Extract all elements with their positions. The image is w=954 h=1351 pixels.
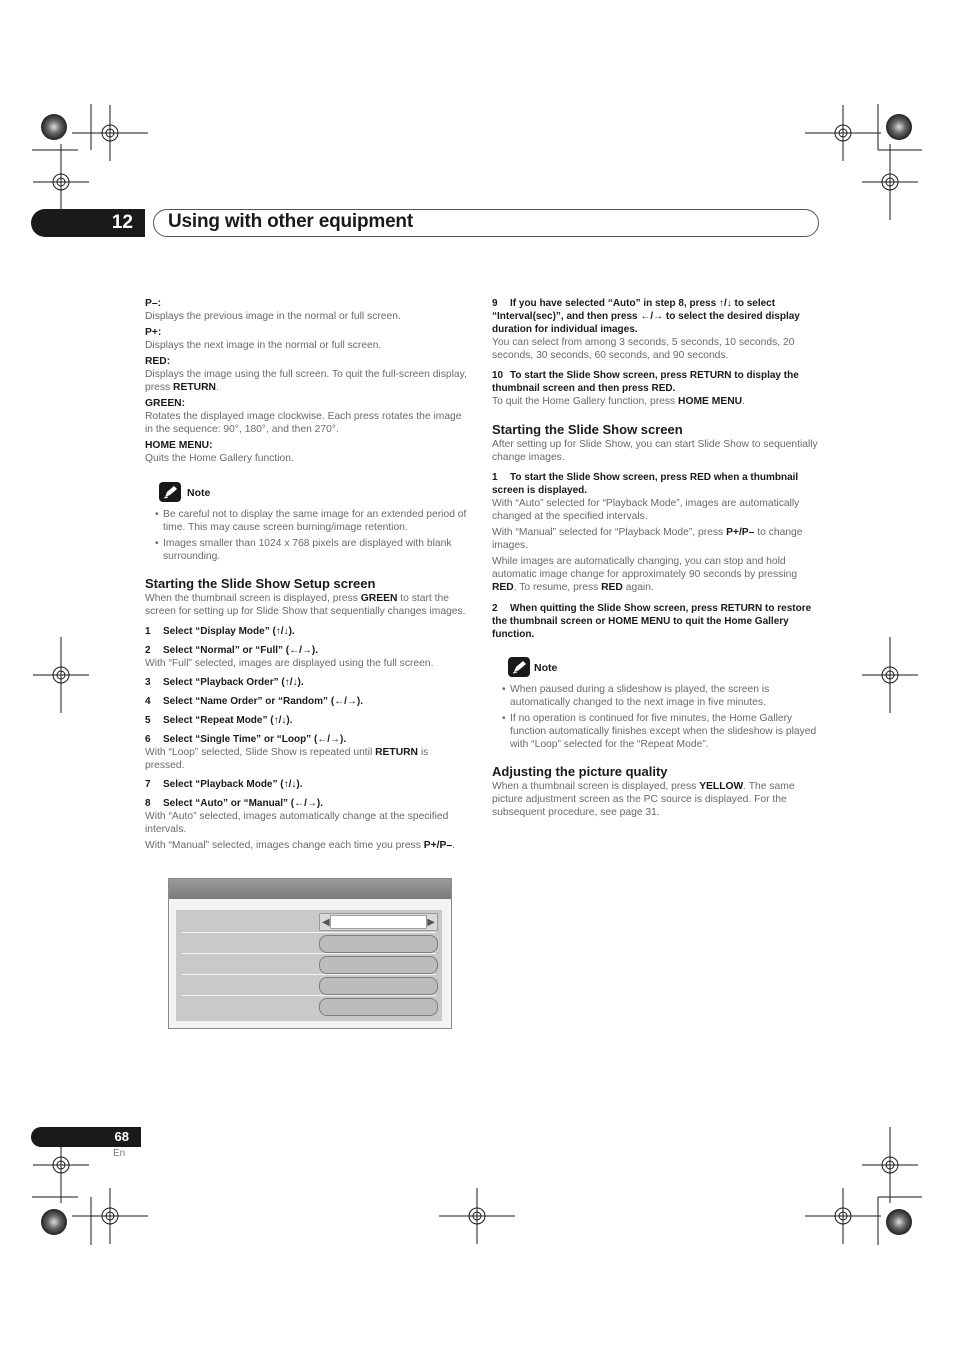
step-9: 9 If you have selected “Auto” in step 8, press ↑/↓ to select “Interval(sec)”, and then press ←/→ to select the desired display duration for individual images.: [492, 298, 800, 335]
step-6: 6 Select “Single Time” or “Loop” (←/→).: [145, 734, 347, 745]
step-9-note: You can select from among 3 seconds, 5 seconds, 10 seconds, 20 seconds, 30 seconds, 60 seconds, and 90 seconds.: [492, 337, 795, 361]
right-column: [492, 297, 818, 819]
def-label: RED:: [145, 356, 171, 367]
menu-field: [319, 956, 438, 974]
arrow-right-icon: ▶: [427, 917, 435, 928]
menu-field: [319, 998, 438, 1016]
step-6-note: With “Loop” selected, Slide Show is repeated until RETURN is pressed.: [145, 747, 429, 771]
note-bullet: • If no operation is continued for five minutes, the Home Gallery function automatically finishes except when the slideshow is played with “Loop” selected for the “Repeat Mode”.: [502, 713, 817, 750]
page-number-tab: [31, 1127, 141, 1147]
def-label: P+:: [145, 327, 162, 338]
step-8: 8 Select “Auto” or “Manual” (←/→).: [145, 798, 324, 809]
section-heading: Starting the Slide Show screen: [492, 422, 683, 437]
section-heading: Adjusting the picture quality: [492, 764, 668, 779]
note-title: Note: [187, 487, 211, 499]
step-5: 5 Select “Repeat Mode” (↑/↓).: [145, 715, 293, 726]
left-column: [145, 297, 470, 852]
pencil-note-icon: [159, 482, 181, 502]
chapter-number: 12: [111, 212, 133, 233]
step-1: 1 Select “Display Mode” (↑/↓).: [145, 626, 295, 637]
def-text: Rotates the displayed image clockwise. Each press rotates the image in the sequence: 90°, 180°, and then 270°.: [145, 411, 462, 435]
step-3: 3 Select “Playback Order” (↑/↓).: [145, 677, 304, 688]
section-intro: After setting up for Slide Show, you can start Slide Show to sequentially change images.: [492, 439, 818, 463]
def-text: Displays the next image in the normal or full screen.: [145, 340, 382, 351]
chapter-title: Using with other equipment: [168, 211, 413, 232]
note-bullet: • Images smaller than 1024 x 768 pixels are displayed with blank surrounding.: [155, 538, 452, 562]
note-header: [492, 657, 818, 679]
note-bullet: • Be careful not to display the same image for an extended period of time. This may cause screen burning/image retention.: [155, 509, 467, 533]
note-title: Note: [534, 662, 558, 674]
note-header: [145, 482, 470, 504]
step-8-note: With “Auto” selected, images automatically change at the specified intervals.: [145, 811, 449, 835]
step-10: 10 To start the Slide Show screen, press RETURN to display the thumbnail screen and then press RED.: [492, 370, 799, 394]
show-step-1-note: With “Auto” selected for “Playback Mode”, images are automatically changed at the specified intervals.: [492, 498, 800, 522]
show-step-1-note: While images are automatically changing, you can stop and hold automatic image change for approximately 90 seconds by pressing RED. To resume, press RED again.: [492, 556, 798, 593]
chapter-number-tab: [31, 209, 145, 237]
screen-title-bar: [169, 879, 451, 899]
chapter-title-bar: [153, 209, 819, 237]
def-label: GREEN:: [145, 398, 186, 409]
step-10-note: To quit the Home Gallery function, press HOME MENU.: [492, 396, 745, 407]
step-4: 4 Select “Name Order” or “Random” (←/→).: [145, 696, 364, 707]
step-7: 7 Select “Playback Mode” (↑/↓).: [145, 779, 303, 790]
def-label: HOME MENU:: [145, 440, 213, 451]
section-intro: When a thumbnail screen is displayed, press YELLOW. The same picture adjustment screen as the PC source is displayed. For the subsequent procedure, see page 31.: [492, 781, 795, 818]
section-heading: Starting the Slide Show Setup screen: [145, 576, 376, 591]
show-step-1-note: With “Manual” selected for “Playback Mode”, press P+/P– to change images.: [492, 527, 803, 551]
slideshow-setup-screen-illustration: [168, 878, 452, 1029]
page-number: 68: [114, 1129, 129, 1144]
step-2: 2 Select “Normal” or “Full” (←/→).: [145, 645, 319, 656]
def-text: Quits the Home Gallery function.: [145, 453, 294, 464]
menu-field: [319, 977, 438, 995]
show-step-1: 1 To start the Slide Show screen, press RED when a thumbnail screen is displayed.: [492, 472, 799, 496]
menu-field: [319, 935, 438, 953]
step-2-note: With “Full” selected, images are displayed using the full screen.: [145, 658, 434, 669]
language-code: En: [113, 1148, 126, 1159]
show-step-2: 2 When quitting the Slide Show screen, press RETURN to restore the thumbnail screen or HOME MENU to quit the Home Gallery function.: [492, 603, 812, 640]
step-8-note: With “Manual” selected, images change each time you press P+/P–.: [145, 840, 455, 851]
arrow-left-icon: ◀: [322, 917, 330, 928]
pencil-note-icon: [508, 657, 530, 677]
section-intro: When the thumbnail screen is displayed, press GREEN to start the screen for setting up for Slide Show that sequentially changes images.: [145, 593, 466, 617]
note-bullet: • When paused during a slideshow is played, the screen is automatically changed to the next image in five minutes.: [502, 684, 770, 708]
menu-selected-field: [319, 913, 438, 931]
screen-menu-panel: [176, 910, 442, 1021]
def-text: Displays the image using the full screen. To quit the full-screen display, press RETURN.: [145, 369, 467, 393]
def-text: Displays the previous image in the normal or full screen.: [145, 311, 401, 322]
def-label: P–:: [145, 298, 162, 309]
